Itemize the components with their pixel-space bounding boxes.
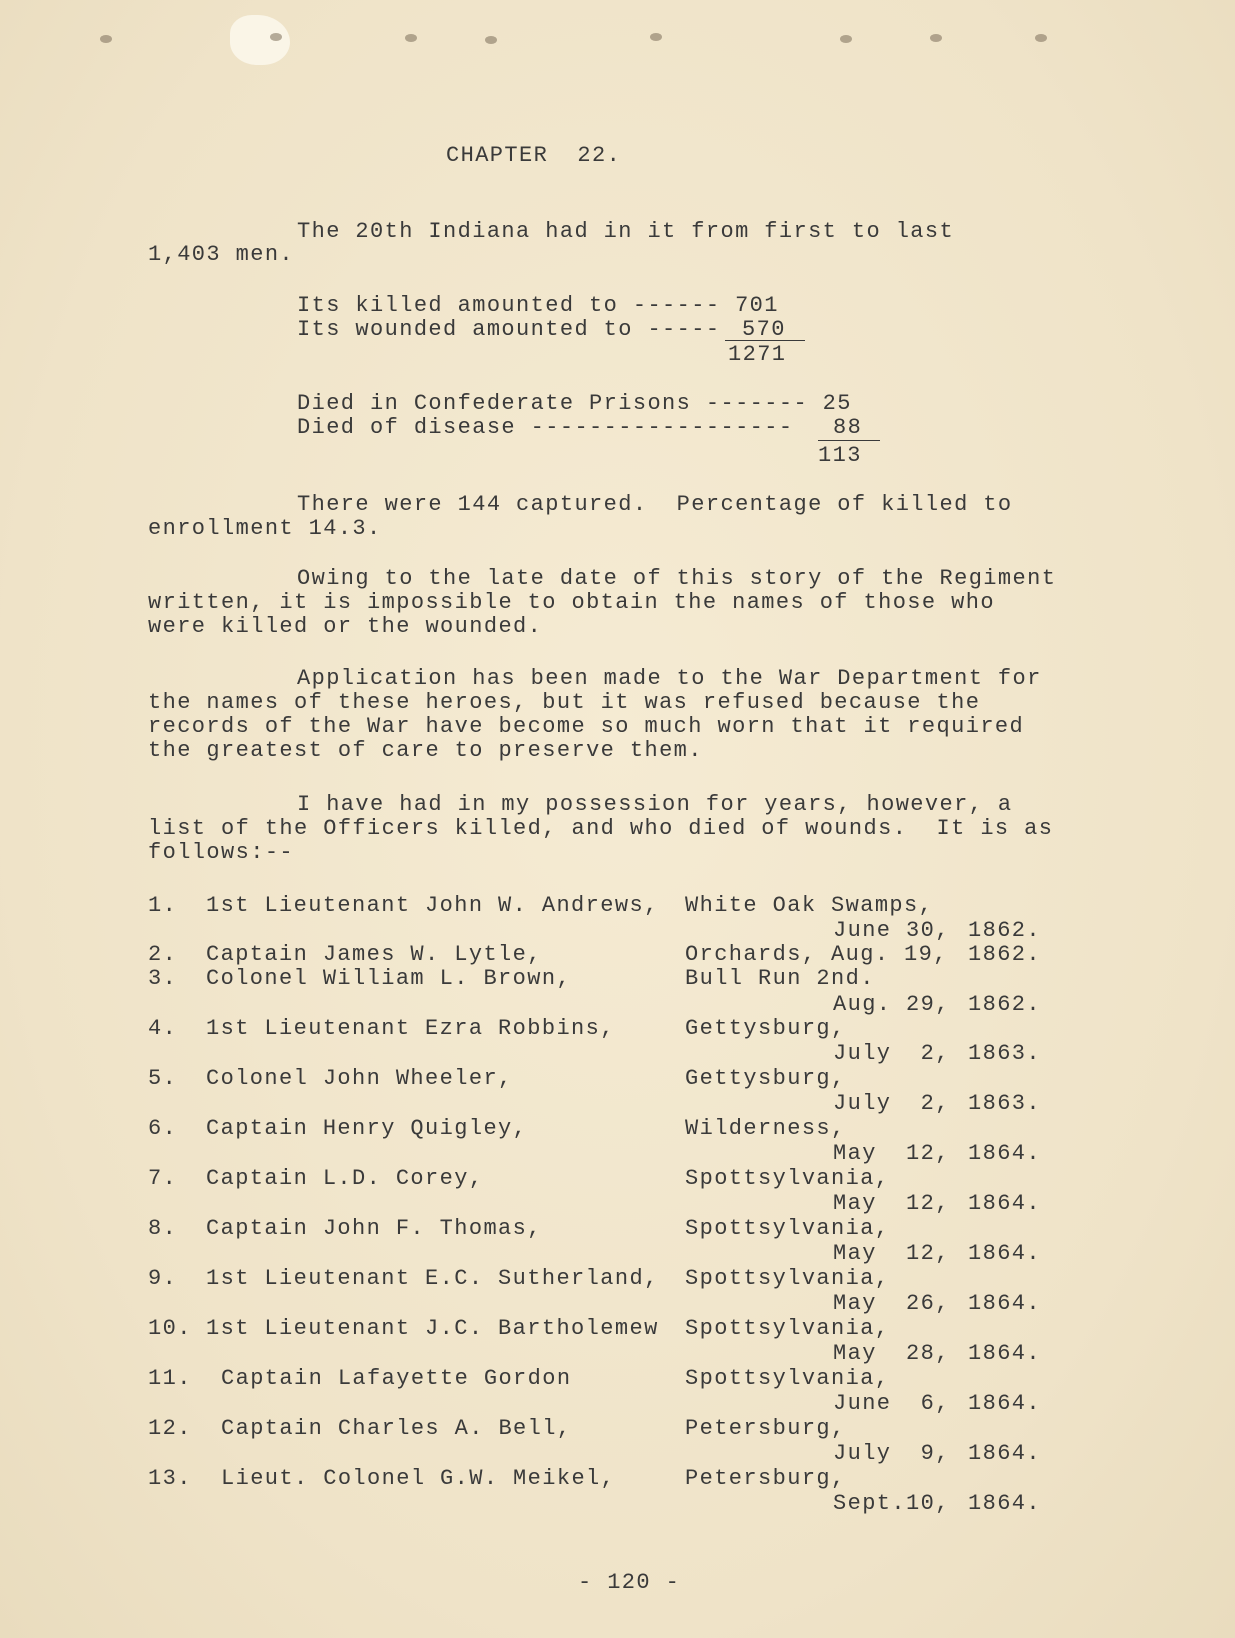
officer-number: 5.: [148, 1066, 178, 1091]
officer-place: Spottsylvania,: [685, 1366, 890, 1391]
officer-place: Wilderness,: [685, 1116, 846, 1141]
officer-name: Lieut. Colonel G.W. Meikel,: [221, 1466, 616, 1491]
officer-name: 1st Lieutenant E.C. Sutherland,: [206, 1266, 659, 1291]
officer-year: 1863.: [968, 1091, 1042, 1116]
officer-date: June 6,: [833, 1391, 950, 1416]
owing-line-2: written, it is impossible to obtain the names of those who: [148, 590, 995, 615]
officer-date: May 12,: [833, 1141, 950, 1166]
officer-year: 1864.: [968, 1341, 1042, 1366]
officer-number: 1.: [148, 893, 178, 918]
captured-line-2: enrollment 14.3.: [148, 516, 382, 541]
officer-year: 1864.: [968, 1191, 1042, 1216]
officer-place: Spottsylvania,: [685, 1166, 890, 1191]
punched-holes: [90, 25, 1150, 55]
officer-name: 1st Lieutenant John W. Andrews,: [206, 893, 659, 918]
officer-name: Captain Lafayette Gordon: [221, 1366, 572, 1391]
officer-number: 9.: [148, 1266, 178, 1291]
application-line-2: the names of these heroes, but it was refused because the: [148, 690, 981, 715]
officer-date: July 9,: [833, 1441, 950, 1466]
sum-rule: [818, 440, 880, 441]
punch-hole: [840, 35, 852, 43]
punch-hole: [100, 35, 112, 43]
officer-name: Captain John F. Thomas,: [206, 1216, 542, 1241]
list-intro-line-2: list of the Officers killed, and who died of wounds. It is as: [148, 816, 1054, 841]
punch-hole: [650, 33, 662, 41]
owing-line-3: were killed or the wounded.: [148, 614, 543, 639]
officer-name: Captain James W. Lytle,: [206, 942, 542, 967]
officer-date: July 2,: [833, 1091, 950, 1116]
application-line-1: Application has been made to the War Department for: [297, 666, 1042, 691]
torn-corner: [230, 15, 290, 65]
officer-place: Spottsylvania,: [685, 1266, 890, 1291]
officer-name: Captain Charles A. Bell,: [221, 1416, 572, 1441]
application-line-4: the greatest of care to preserve them.: [148, 738, 703, 763]
officer-place: Gettysburg,: [685, 1016, 846, 1041]
application-line-3: records of the War have become so much worn that it required: [148, 714, 1025, 739]
page-number: - 120 -: [578, 1570, 681, 1595]
tally-wounded-label: Its wounded amounted to -----: [297, 317, 721, 342]
list-intro-line-3: follows:--: [148, 840, 295, 865]
officer-number: 10.: [148, 1316, 192, 1341]
officer-place: Petersburg,: [685, 1466, 846, 1491]
tally-disease-value: 88: [833, 415, 863, 440]
officer-name: 1st Lieutenant J.C. Bartholemew: [206, 1316, 659, 1341]
tally-wounded-value: 570: [742, 317, 786, 342]
officer-date: Aug. 29,: [833, 992, 950, 1017]
officer-number: 3.: [148, 966, 178, 991]
officer-date: July 2,: [833, 1041, 950, 1066]
officer-year: 1862.: [968, 942, 1042, 967]
officer-number: 2.: [148, 942, 178, 967]
officer-name: Captain L.D. Corey,: [206, 1166, 484, 1191]
officer-date: May 28,: [833, 1341, 950, 1366]
officer-year: 1864.: [968, 1391, 1042, 1416]
officer-place: Gettysburg,: [685, 1066, 846, 1091]
officer-number: 6.: [148, 1116, 178, 1141]
officer-name: Colonel John Wheeler,: [206, 1066, 513, 1091]
officer-date: June 30,: [833, 918, 950, 943]
officer-date: May 12,: [833, 1191, 950, 1216]
officer-name: Captain Henry Quigley,: [206, 1116, 528, 1141]
officer-number: 7.: [148, 1166, 178, 1191]
punch-hole: [1035, 34, 1047, 42]
officer-year: 1864.: [968, 1241, 1042, 1266]
officer-name: 1st Lieutenant Ezra Robbins,: [206, 1016, 615, 1041]
punch-hole: [485, 36, 497, 44]
officer-number: 13.: [148, 1466, 192, 1491]
officer-date: Sept.10,: [833, 1491, 950, 1516]
officer-year: 1864.: [968, 1141, 1042, 1166]
tally-disease-label: Died of disease ------------------: [297, 415, 794, 440]
officer-number: 8.: [148, 1216, 178, 1241]
officer-year: 1864.: [968, 1441, 1042, 1466]
officer-place: Spottsylvania,: [685, 1316, 890, 1341]
punch-hole: [930, 34, 942, 42]
officer-year: 1864.: [968, 1291, 1042, 1316]
owing-line-1: Owing to the late date of this story of the Regiment: [297, 566, 1057, 591]
sum-rule: [725, 340, 805, 341]
intro-line-1: The 20th Indiana had in it from first to last: [297, 219, 955, 244]
officer-place: Petersburg,: [685, 1416, 846, 1441]
officer-date: May 12,: [833, 1241, 950, 1266]
tally-prisons: Died in Confederate Prisons ------- 25: [297, 391, 852, 416]
officer-number: 11.: [148, 1366, 192, 1391]
chapter-title: CHAPTER 22.: [446, 143, 622, 168]
officer-year: 1864.: [968, 1491, 1042, 1516]
officer-place: Orchards, Aug. 19,: [685, 942, 948, 967]
officer-date: May 26,: [833, 1291, 950, 1316]
tally-killed: Its killed amounted to ------ 701: [297, 293, 779, 318]
punch-hole: [270, 33, 282, 41]
officer-place: Bull Run 2nd.: [685, 966, 875, 991]
officer-place: White Oak Swamps,: [685, 893, 934, 918]
tally-total-1: 1271: [728, 342, 787, 367]
list-intro-line-1: I have had in my possession for years, however, a: [297, 792, 1013, 817]
tally-total-2: 113: [818, 443, 862, 468]
officer-place: Spottsylvania,: [685, 1216, 890, 1241]
officer-number: 4.: [148, 1016, 178, 1041]
officer-year: 1863.: [968, 1041, 1042, 1066]
captured-line-1: There were 144 captured. Percentage of killed to: [297, 492, 1013, 517]
officer-name: Colonel William L. Brown,: [206, 966, 572, 991]
officer-year: 1862.: [968, 992, 1042, 1017]
punch-hole: [405, 34, 417, 42]
intro-line-2: 1,403 men.: [148, 242, 295, 267]
officer-number: 12.: [148, 1416, 192, 1441]
officer-year: 1862.: [968, 918, 1042, 943]
